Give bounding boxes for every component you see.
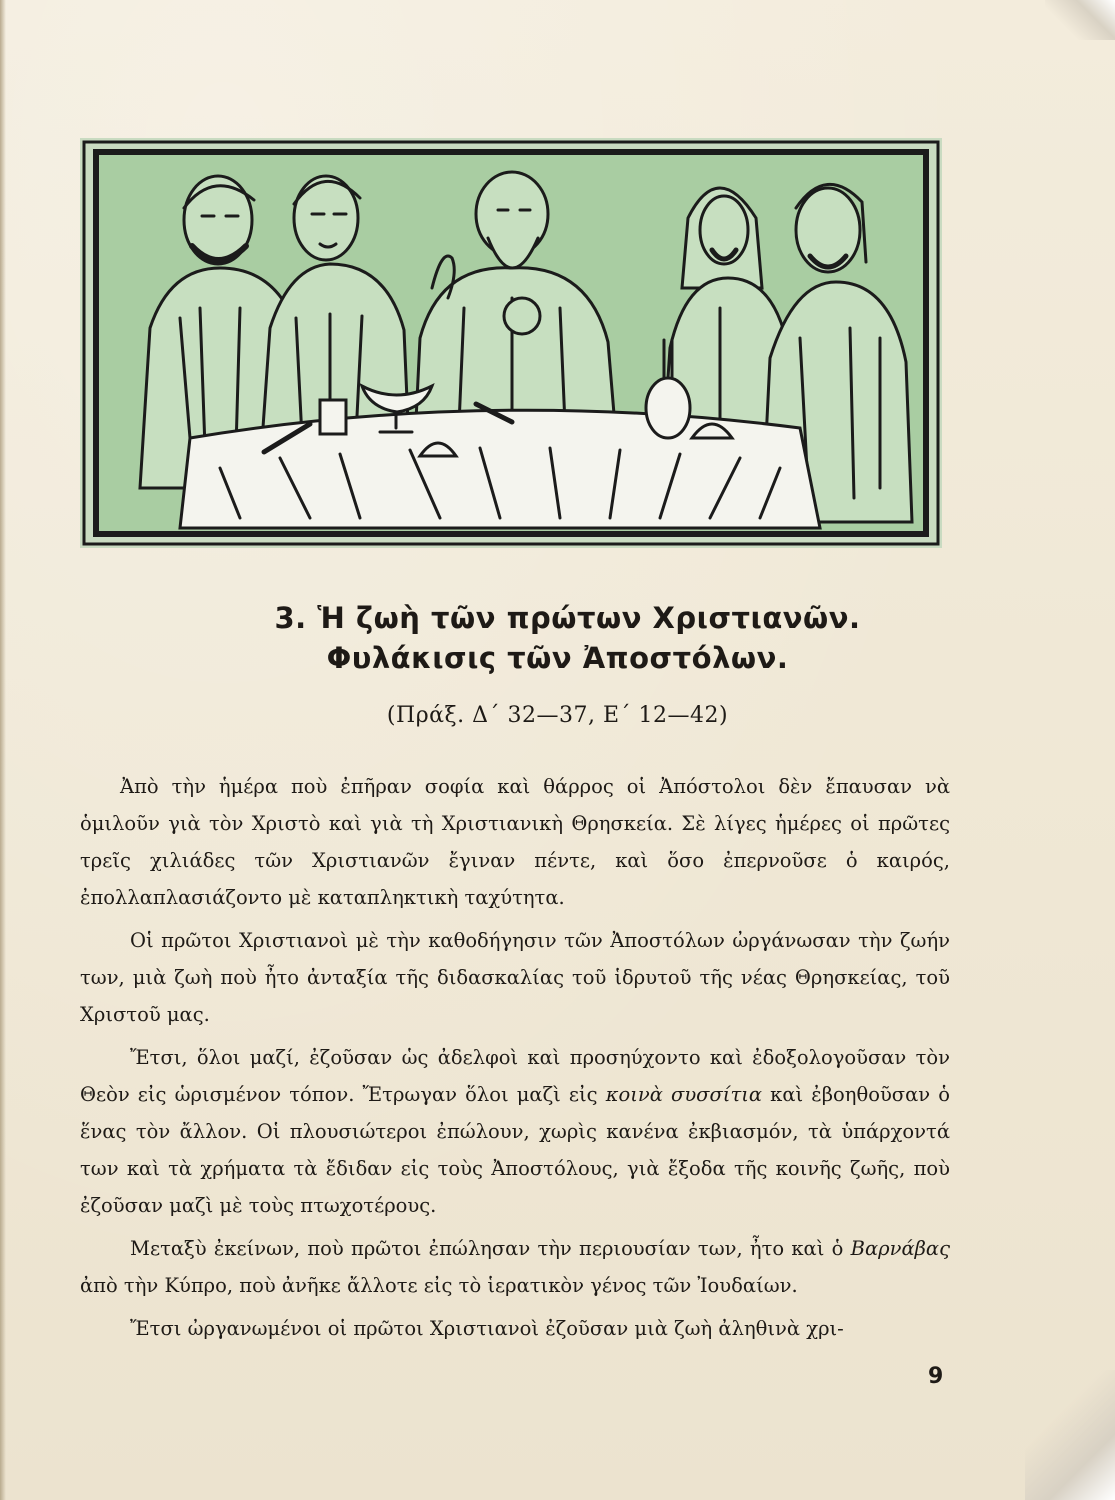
worn-corner-top: [1045, 0, 1115, 40]
paragraph-text: Ἔτσι, ὅλοι μαζί, ἐζοῦσαν ὡς ἀδελφοὶ καὶ προσηύχοντο καὶ ἐδοξολογοῦσαν τὸν Θεὸν εἰς ὡρισμένον τόπον. Ἔτρωγαν ὅλοι μαζὶ εἰς: [80, 1046, 950, 1106]
emphasis-text: Βαρνάβας: [850, 1237, 950, 1260]
emphasis-text: κοινὰ συσσίτια: [605, 1083, 763, 1106]
paragraph-text: καὶ ἐβοηθοῦσαν ὁ ἕνας τὸν ἄλλον. Οἱ πλουσιώτεροι ἐπώλουν, χωρὶς κανένα ἐκβιασμόν, τὰ ὑπάρχοντά των καὶ τὰ χρήματα τὰ ἔδιδαν εἰς τοὺς Ἀποστόλους, γιὰ ἔξοδα τῆς κοινῆς ζωῆς, ποὺ ἐζοῦσαν μαζὶ μὲ τοὺς πτωχοτέρους.: [80, 1083, 950, 1217]
chapter-title-line2: Φυλάκισις τῶν Ἀποστόλων.: [326, 641, 789, 675]
paragraph: Οἱ πρῶτοι Χριστιανοὶ μὲ τὴν καθοδήγησιν τῶν Ἀποστόλων ὠργάνωσαν τὴν ζωήν των, μιὰ ζωὴ ποὺ ἦτο ἀνταξία τῆς διδασκαλίας τοῦ ἱδρυτοῦ τῆς νέας Θρησκείας, τοῦ Χριστοῦ μας.: [80, 929, 950, 1026]
chapter-heading: [0, 598, 1115, 678]
paragraph: Ἀπὸ τὴν ἡμέρα ποὺ ἐπῆραν σοφία καὶ θάρρος οἱ Ἀπόστολοι δὲν ἔπαυσαν νὰ ὁμιλοῦν γιὰ τὸν Χριστὸ καὶ γιὰ τὴ Χριστιανικὴ Θρησκεία. Σὲ λίγες ἡμέρες οἱ πρῶτες τρεῖς χιλιάδες τῶν Χριστιανῶν ἔγιναν πέντε, καὶ ὅσο ἐπερνοῦσε ὁ καιρός, ἐπολλαπλασιάζοντο μὲ καταπληκτικὴ ταχύτητα.: [80, 775, 950, 909]
scripture-reference: (Πράξ. Δ΄ 32—37, Ε΄ 12—42): [386, 703, 729, 728]
paragraph: Ἔτσι ὠργανωμένοι οἱ πρῶτοι Χριστιανοὶ ἐζοῦσαν μιὰ ζωὴ ἀληθινὰ χρι-: [130, 1317, 844, 1340]
worn-corner-bottom: [1025, 1370, 1115, 1500]
last-supper-woodcut-icon: [80, 138, 942, 548]
paragraph: [80, 1230, 950, 1304]
paragraph: [80, 1039, 950, 1224]
chapter-title-line1: 3. Ἡ ζωὴ τῶν πρώτων Χριστιανῶν.: [274, 601, 861, 635]
body-text: [80, 768, 950, 1347]
paragraph-text: Μεταξὺ ἐκείνων, ποὺ πρῶτοι ἐπώλησαν τὴν περιουσίαν των, ἦτο καὶ ὁ: [130, 1237, 851, 1260]
page-edge-shadow: [0, 0, 6, 1500]
paragraph-text: ἀπὸ τὴν Κύπρο, ποὺ ἀνῆκε ἄλλοτε εἰς τὸ ἱερατικὸν γένος τῶν Ἰουδαίων.: [80, 1274, 798, 1297]
page-number: 9: [928, 1364, 944, 1389]
